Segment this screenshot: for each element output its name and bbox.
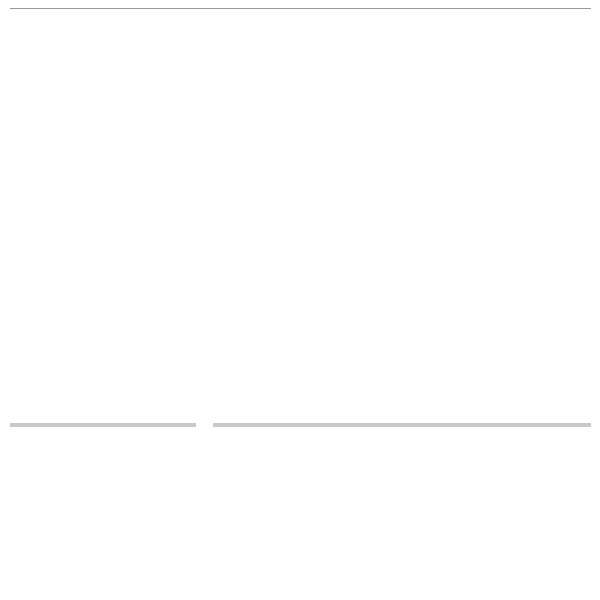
granulometry-legend-panel xyxy=(213,420,591,432)
indication-symbols-panel xyxy=(10,420,196,432)
bur-size-table xyxy=(10,8,591,9)
granulometry-title-rule xyxy=(213,423,591,427)
indications-title-rule xyxy=(10,423,196,427)
